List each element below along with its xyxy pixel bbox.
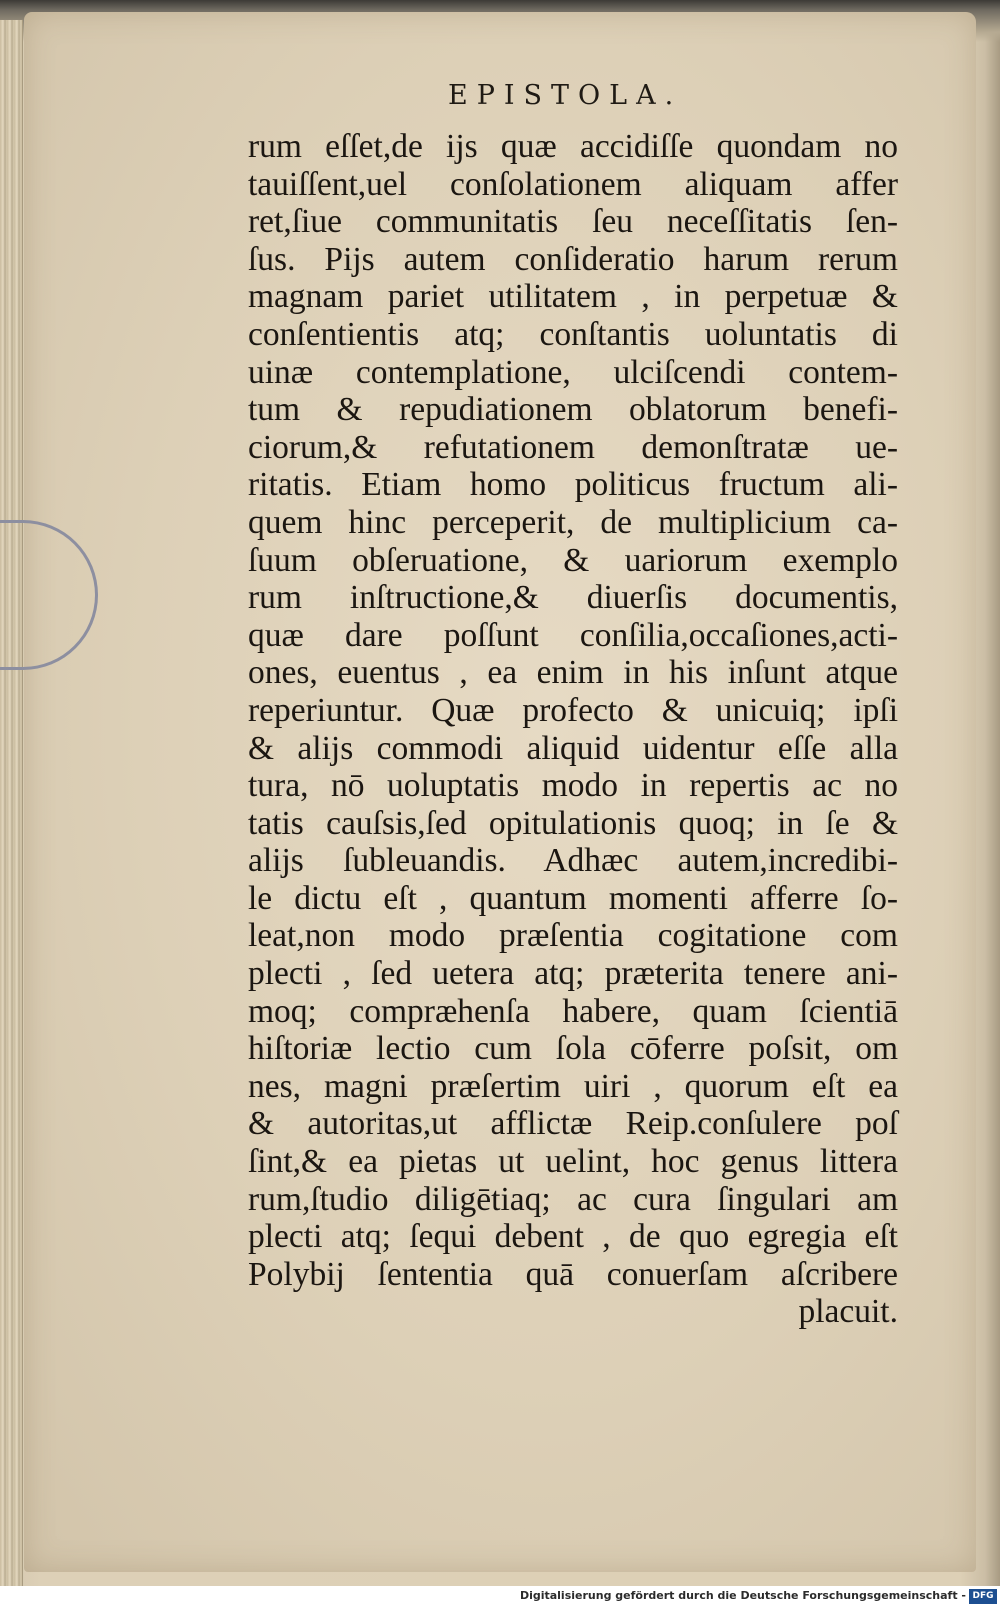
text-line: magnam pariet utilitatem , in perpetuæ & <box>248 278 898 316</box>
text-line: moq; compræhenſa habere, quam ſcientiā <box>248 992 898 1030</box>
text-line: tatis cauſsis,ſed opitulationis quoq; in ſe & <box>248 804 898 842</box>
text-line: conſentientis atq; conſtantis uoluntatis di <box>248 315 898 353</box>
text-line: ſint,& ea pietas ut uelint, hoc genus littera <box>248 1143 898 1181</box>
text-line: tum & repudiationem oblatorum benefi- <box>248 391 898 429</box>
text-line: tauiſſent,uel conſolationem aliquam affer <box>248 165 898 203</box>
text-line: hiſtoriæ lectio cum ſola cōferre poſsit, om <box>248 1030 898 1068</box>
dfg-logo-icon: DFG <box>969 1589 997 1604</box>
text-line: plecti , ſed uetera atq; præterita tenere ani- <box>248 955 898 993</box>
text-line: ſus. Pijs autem conſideratio harum rerum <box>248 240 898 278</box>
text-line: rum eſſet,de ijs quæ accidiſſe quondam no <box>248 128 898 165</box>
text-line: le dictu eſt , quantum momenti afferre ſo- <box>248 879 898 917</box>
text-line: ritatis. Etiam homo politicus fructum ali- <box>248 466 898 504</box>
footer-bar <box>0 1586 1000 1608</box>
text-line: quem hinc perceperit, de multiplicium ca- <box>248 503 898 541</box>
running-heading: EPISTOLA. <box>448 80 683 111</box>
text-line: quæ dare poſſunt conſilia,occaſiones,acti- <box>248 616 898 654</box>
text-line: uinæ contemplatione, ulciſcendi contem- <box>248 353 898 391</box>
text-line: leat,non modo præſentia cogitatione com <box>248 917 898 955</box>
text-line: rum,ſtudio diligētiaq; ac cura ſingulari am <box>248 1180 898 1218</box>
text-line: Polybij ſententia quā conuerſam aſcribere <box>248 1255 898 1293</box>
text-line: ones, euentus , ea enim in his inſunt atque <box>248 654 898 692</box>
text-line: ſuum obſeruatione, & uariorum exemplo <box>248 541 898 579</box>
funding-credit: Digitalisierung gefördert durch die Deutsche Forschungsgemeinschaft - <box>519 1589 966 1602</box>
book-page-edges <box>0 20 23 1590</box>
text-line: rum inſtructione,& diuerſis documentis, <box>248 579 898 617</box>
text-line: ciorum,& refutationem demonſtratæ ue- <box>248 428 898 466</box>
text-line: tura, nō uoluptatis modo in repertis ac no <box>248 767 898 805</box>
text-line: ret,ſiue communitatis ſeu neceſſitatis ſen- <box>248 203 898 241</box>
text-line-catchword: placuit. <box>798 1293 898 1331</box>
text-line: reperiuntur. Quæ profecto & unicuiq; ipſi <box>248 691 898 729</box>
text-line: & autoritas,ut afflictæ Reip.conſulere poſ <box>248 1105 898 1143</box>
text-line: nes, magni præſertim uiri , quorum eſt ea <box>248 1067 898 1105</box>
text-line: & alijs commodi aliquid uidentur eſſe alla <box>248 729 898 767</box>
body-text <box>248 128 898 1331</box>
text-line: plecti atq; ſequi debent , de quo egregia eſt <box>248 1218 898 1256</box>
text-line: alijs ſubleuandis. Adhæc autem,incredibi- <box>248 842 898 880</box>
